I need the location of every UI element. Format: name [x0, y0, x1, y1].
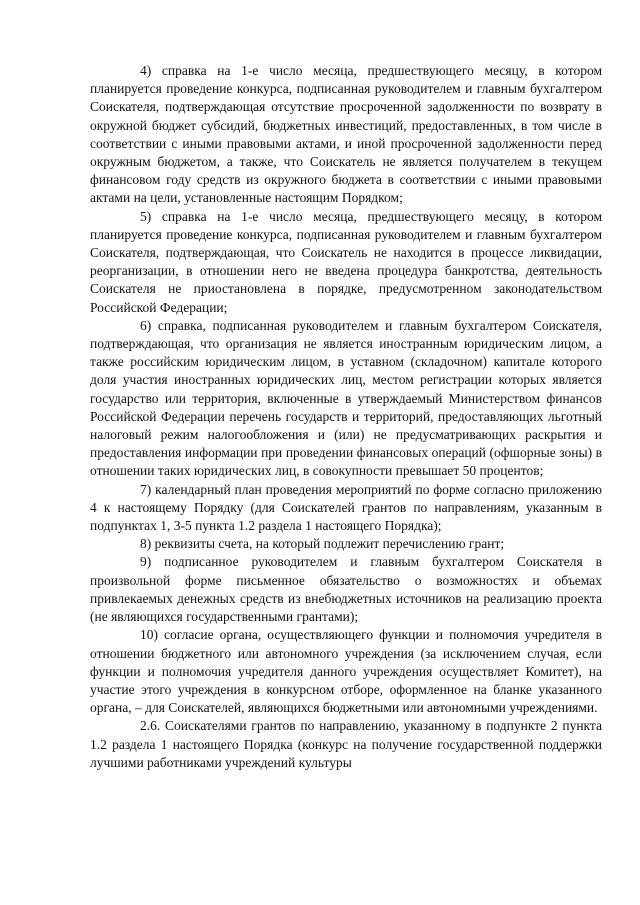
paragraph-item-8: 8) реквизиты счета, на который подлежит перечислению грант; — [140, 536, 505, 552]
paragraph-section-2-6: 2.6. Соискателями грантов по направлению, указанному в подпункте 2 пункта 1.2 раздела 1 настоящего Порядка (конкурс на получение государственной поддержки лучшими работниками учреждений культуры — [90, 718, 602, 770]
document-body — [90, 62, 602, 772]
paragraph-item-9: 9) подписанное руководителем и главным бухгалтером Соискателя в произвольной форме письменное обязательство о возможностях и объемах привлекаемых денежных средств из внебюджетных источников на реализацию проекта (не являющихся государственными грантами); — [90, 554, 602, 625]
paragraph-item-5: 5) справка на 1-е число месяца, предшествующего месяцу, в котором планируется проведение конкурса, подписанная руководителем и главным бухгалтером Соискателя, подтверждающая, что Соискатель не находится в процессе ликвидации, реорганизации, в отношении него не введена процедура банкротства, деятельность Соискателя не приостановлена в порядке, предусмотренном законодательством Российской Федерации; — [90, 208, 602, 315]
paragraph-item-6: 6) справка, подписанная руководителем и главным бухгалтером Соискателя, подтверждающая, что организация не является иностранным юридическим лицом, а также российским юридическим лицом, в уставном (складочном) капитале которого доля участия иностранных юридических лиц, местом регистрации которых является государство или территория, включенные в утверждаемый Министерством финансов Российской Федерации перечень государств и территорий, предоставляющих льготный налоговый режим налогообложения и (или) не предусматривающих раскрытия и предоставления информации при проведении финансовых операций (офшорные зоны) в отношении таких юридических лиц, в совокупности превышает 50 процентов; — [90, 317, 602, 479]
paragraph-item-4: 4) справка на 1-е число месяца, предшествующего месяцу, в котором планируется проведение конкурса, подписанная руководителем и главным бухгалтером Соискателя, подтверждающая отсутствие просроченной задолженности по возврату в окружной бюджет субсидий, бюджетных инвестиций, предоставленных, в том числе в соответствии с иными правовыми актами, и иной просроченной задолженности перед окружным бюджетом, а также, что Соискатель не является получателем в текущем финансовом году средств из окружного бюджета в соответствии с иными правовыми актами на цели, установленные настоящим Порядком; — [90, 63, 602, 206]
paragraph-item-10: 10) согласие органа, осуществляющего функции и полномочия учредителя в отношении бюджетного или автономного учреждения (за исключением случая, если функции и полномочия учредителя данного учреждения осуществляет Комитет), на участие этого учреждения в конкурсном отборе, оформленное на бланке указанного органа, – для Соискателей, являющихся бюджетными или автономными учреждениями. — [90, 627, 602, 716]
paragraph-item-7: 7) календарный план проведения мероприятий по форме согласно приложению 4 к настоящему Порядку (для Соискателей грантов по направлениям, указанным в подпунктах 1, 3-5 пункта 1.2 раздела 1 настоящего Порядка); — [90, 481, 602, 534]
